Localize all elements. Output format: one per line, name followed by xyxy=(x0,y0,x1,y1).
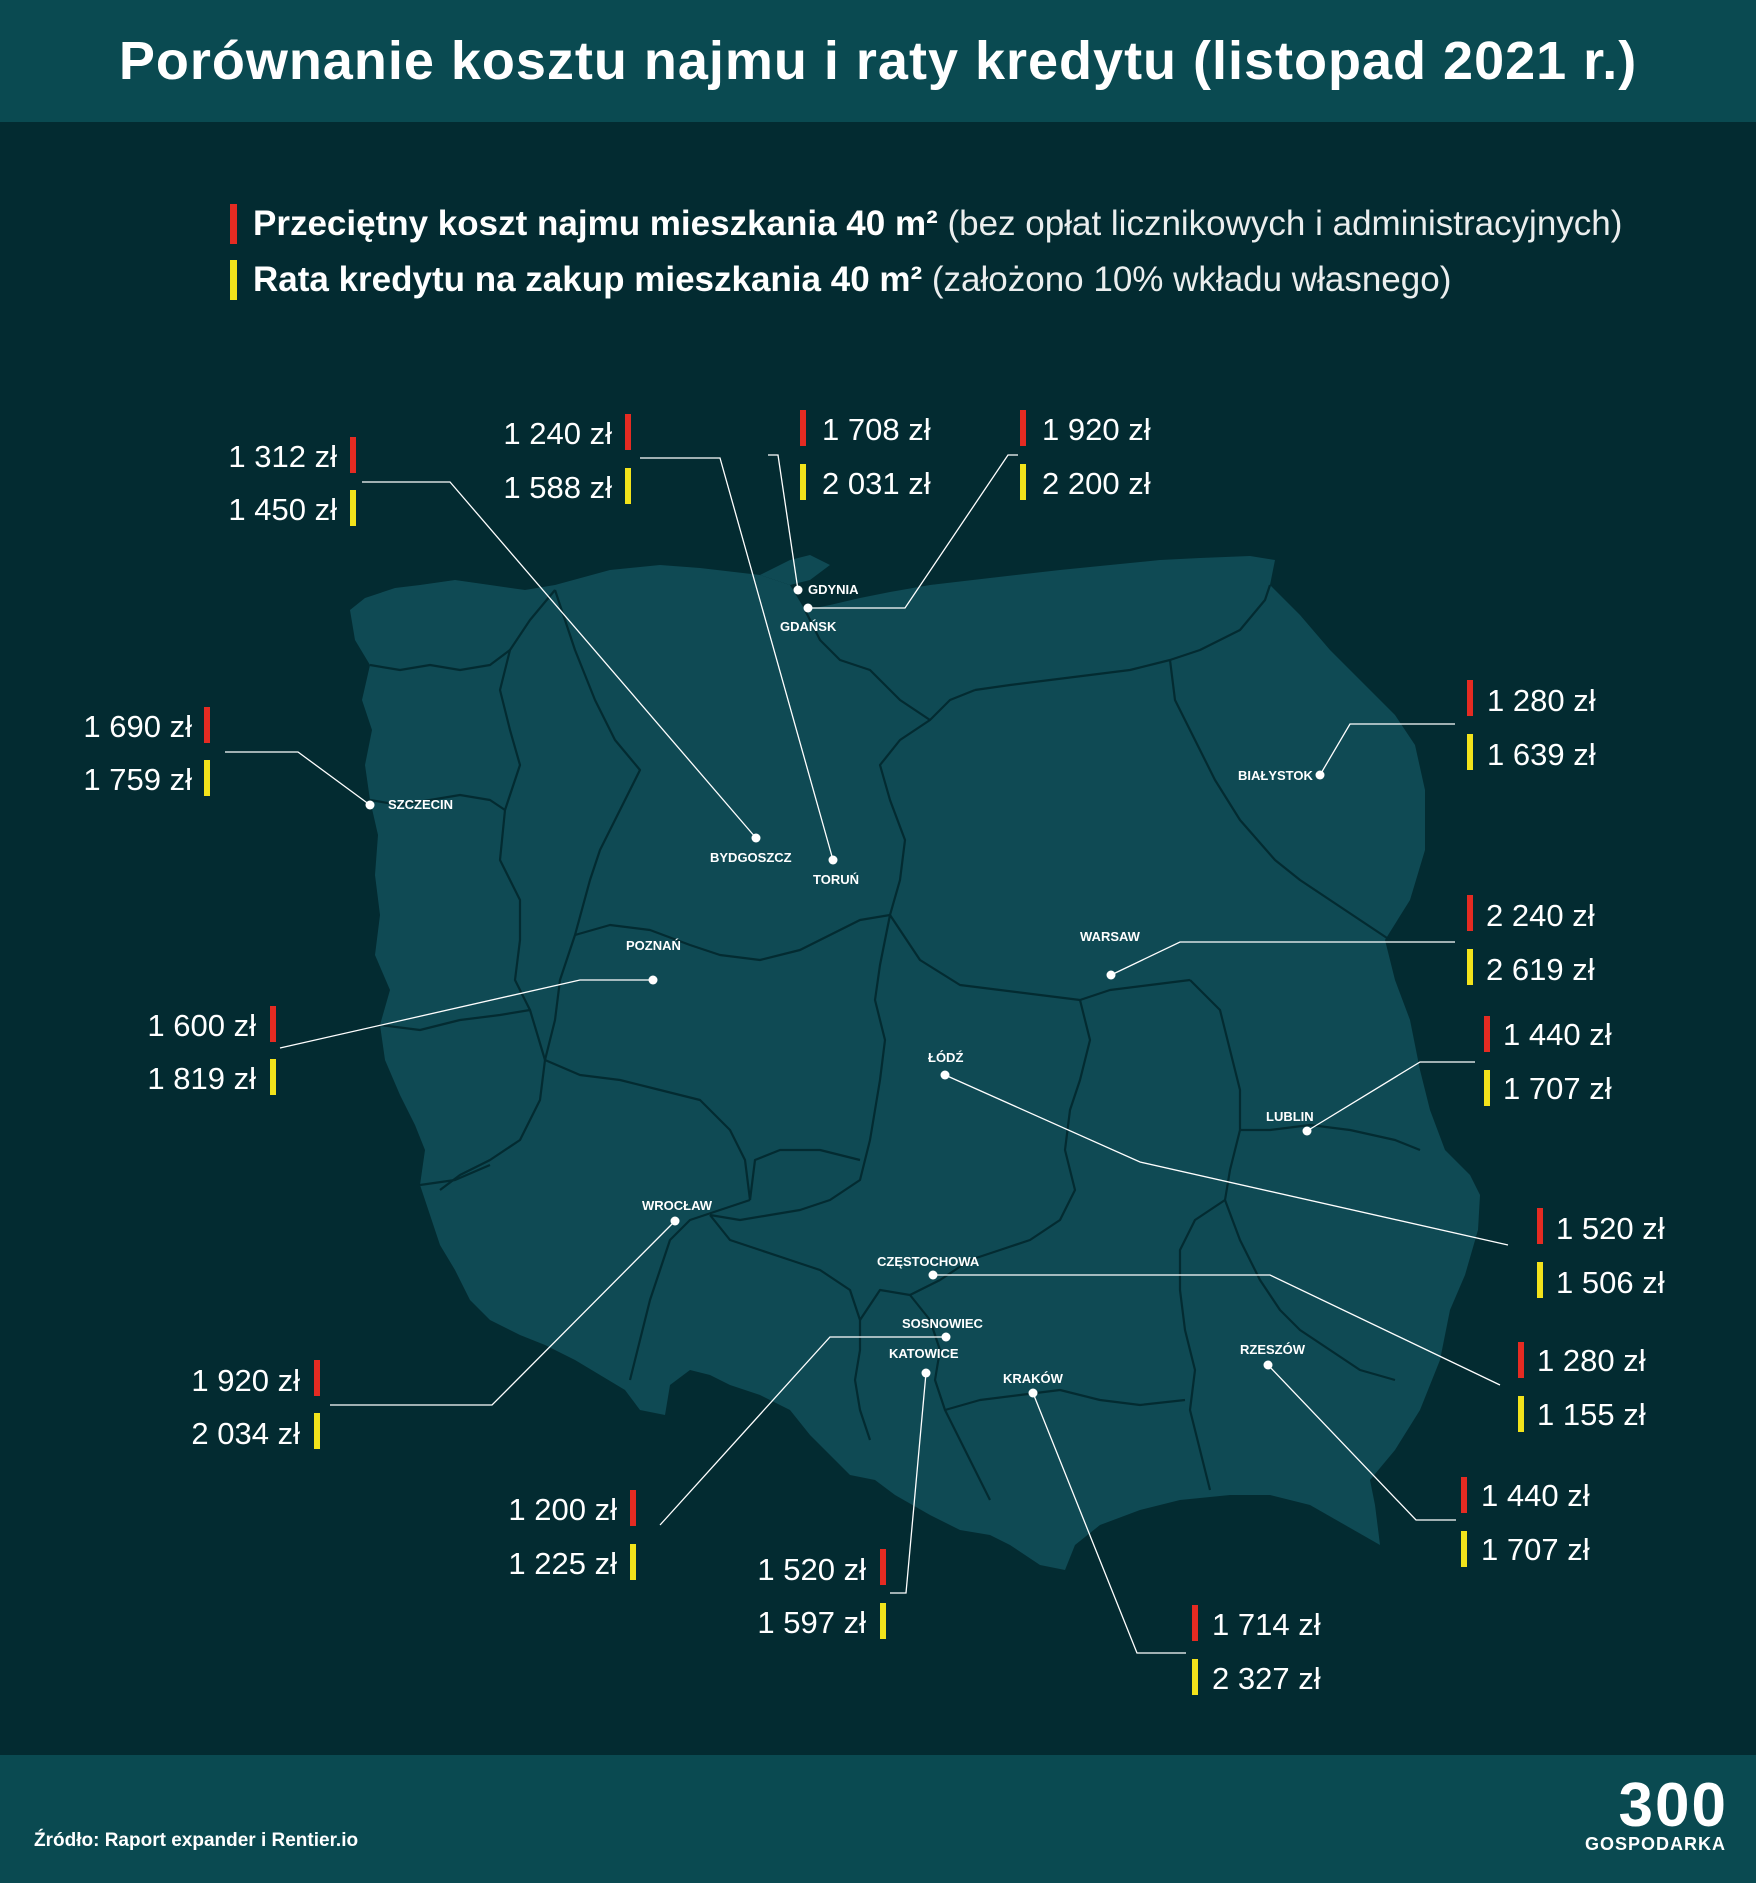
city-label: BIAŁYSTOK xyxy=(1238,768,1313,783)
rent-bar xyxy=(1467,895,1473,931)
rent-value: 1 280 zł xyxy=(1487,683,1596,718)
rent-value: 1 920 zł xyxy=(1042,412,1151,447)
rent-value: 1 708 zł xyxy=(822,412,931,447)
rent-value: 1 714 zł xyxy=(1212,1607,1321,1642)
rent-bar xyxy=(880,1549,886,1585)
city-label: GDAŃSK xyxy=(780,619,837,634)
rent-bar xyxy=(1192,1605,1198,1641)
rent-value: 1 520 zł xyxy=(1556,1211,1665,1246)
loan-value: 2 031 zł xyxy=(822,466,931,501)
rent-value: 2 240 zł xyxy=(1486,898,1595,933)
loan-value: 1 707 zł xyxy=(1481,1532,1590,1567)
loan-bar xyxy=(1192,1659,1198,1695)
rent-bar xyxy=(1020,410,1026,446)
rent-bar xyxy=(1484,1016,1490,1052)
city-label: KATOWICE xyxy=(889,1346,959,1361)
values-sosnowiec xyxy=(508,1490,636,1581)
rent-bar xyxy=(800,410,806,446)
rent-bar xyxy=(270,1006,276,1042)
values-czestochowa xyxy=(1518,1342,1646,1432)
rent-value: 1 440 zł xyxy=(1481,1478,1590,1513)
logo-300: 300 xyxy=(1618,1771,1728,1840)
legend-rent-note: (bez opłat licznikowych i administracyjnych) xyxy=(937,204,1623,243)
loan-bar xyxy=(800,464,806,500)
city-label: GDYNIA xyxy=(808,582,859,597)
rent-bar xyxy=(350,437,356,473)
values-bialystok xyxy=(1467,680,1596,772)
loan-value: 1 707 zł xyxy=(1503,1071,1612,1106)
rent-bar xyxy=(1518,1342,1524,1378)
city-label: SZCZECIN xyxy=(388,797,453,812)
rent-value: 1 600 zł xyxy=(147,1008,256,1043)
rent-bar xyxy=(1461,1477,1467,1513)
values-lodz xyxy=(1537,1208,1665,1300)
rent-value: 1 520 zł xyxy=(757,1552,866,1587)
rent-value: 1 690 zł xyxy=(83,709,192,744)
loan-bar xyxy=(1484,1070,1490,1106)
values-warsaw xyxy=(1467,895,1595,987)
rent-bar xyxy=(1467,680,1473,716)
city-label: CZĘSTOCHOWA xyxy=(877,1254,980,1269)
values-szczecin xyxy=(83,707,210,797)
legend-loan-label: Rata kredytu na zakup mieszkania 40 m² xyxy=(253,260,923,299)
rent-value: 1 200 zł xyxy=(508,1492,617,1527)
loan-bar xyxy=(880,1603,886,1639)
loan-bar xyxy=(630,1544,636,1580)
city-label: LUBLIN xyxy=(1266,1109,1314,1124)
rent-value: 1 920 zł xyxy=(191,1363,300,1398)
loan-value: 1 759 zł xyxy=(83,762,192,797)
loan-value: 2 619 zł xyxy=(1486,952,1595,987)
rent-bar xyxy=(630,1490,636,1526)
legend-loan-note: (założono 10% wkładu własnego) xyxy=(922,260,1452,299)
rent-value: 1 240 zł xyxy=(503,416,612,451)
loan-bar xyxy=(1518,1396,1524,1432)
rent-bar xyxy=(314,1360,320,1396)
city-label: RZESZÓW xyxy=(1240,1342,1305,1357)
values-gdynia xyxy=(800,410,931,501)
logo-gospodarka: GOSPODARKA xyxy=(1584,1834,1726,1854)
legend-rent-label: Przeciętny koszt najmu mieszkania 40 m² xyxy=(253,204,938,243)
city-label: KRAKÓW xyxy=(1003,1371,1063,1386)
values-katowice xyxy=(757,1549,886,1640)
values-wroclaw xyxy=(191,1360,320,1451)
loan-value: 1 225 zł xyxy=(508,1546,617,1581)
rent-value: 1 280 zł xyxy=(1537,1343,1646,1378)
city-dot-gdynia xyxy=(794,582,860,597)
city-label: POZNAŃ xyxy=(626,938,681,953)
loan-bar xyxy=(1461,1531,1467,1567)
loan-value: 1 450 zł xyxy=(228,492,337,527)
loan-bar xyxy=(350,490,356,526)
loan-bar xyxy=(1537,1262,1543,1298)
values-poznan xyxy=(147,1006,276,1096)
city-label: ŁÓDŹ xyxy=(928,1050,964,1065)
values-gdansk xyxy=(1020,410,1151,501)
source-note: Źródło: Raport expander i Rentier.io xyxy=(34,1830,359,1851)
loan-bar xyxy=(1020,464,1026,500)
rent-bar xyxy=(625,414,631,450)
values-torun xyxy=(503,414,631,505)
rent-value: 1 312 zł xyxy=(228,439,337,474)
values-krakow xyxy=(1192,1605,1321,1696)
rent-bar xyxy=(204,707,210,743)
loan-value: 1 639 zł xyxy=(1487,737,1596,772)
city-label: BYDGOSZCZ xyxy=(710,850,792,865)
loan-value: 1 506 zł xyxy=(1556,1265,1665,1300)
loan-value: 1 588 zł xyxy=(503,470,612,505)
rent-bar xyxy=(1537,1208,1543,1244)
loan-value: 2 200 zł xyxy=(1042,466,1151,501)
loan-value: 2 034 zł xyxy=(191,1416,300,1451)
loan-value: 1 597 zł xyxy=(757,1605,866,1640)
loan-value: 1 155 zł xyxy=(1537,1397,1646,1432)
city-label: SOSNOWIEC xyxy=(902,1316,983,1331)
values-rzeszow xyxy=(1461,1477,1590,1567)
loan-bar xyxy=(625,468,631,504)
page-title: Porównanie kosztu najmu i raty kredytu (listopad 2021 r.) xyxy=(118,31,1638,91)
values-bydgoszcz xyxy=(228,437,356,527)
values-lublin xyxy=(1484,1016,1612,1106)
loan-bar xyxy=(270,1059,276,1095)
loan-bar xyxy=(204,760,210,796)
city-dot-bialystok xyxy=(1238,768,1325,783)
city-label: WROCŁAW xyxy=(642,1198,713,1213)
loan-value: 2 327 zł xyxy=(1212,1661,1321,1696)
poland-land xyxy=(350,556,1480,1570)
city-label: WARSAW xyxy=(1080,929,1140,944)
loan-bar xyxy=(314,1413,320,1449)
rent-value: 1 440 zł xyxy=(1503,1017,1612,1052)
loan-bar xyxy=(1467,734,1473,770)
footer-bar xyxy=(0,1755,1756,1883)
loan-bar xyxy=(1467,949,1473,985)
city-label: TORUŃ xyxy=(813,872,859,887)
loan-value: 1 819 zł xyxy=(147,1061,256,1096)
